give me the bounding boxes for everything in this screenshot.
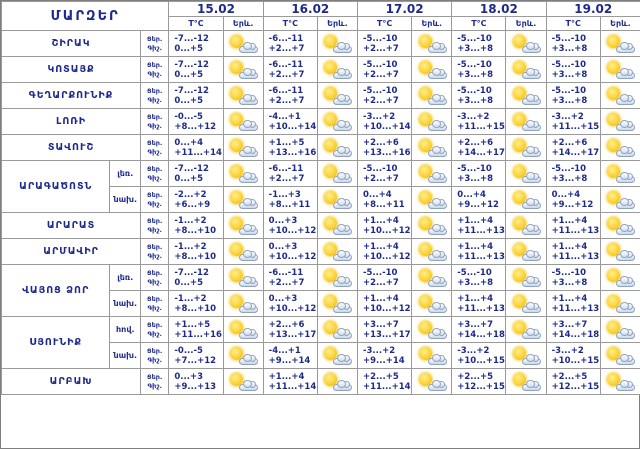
temperature-cell: +1...+4 +10...+12	[357, 239, 411, 265]
subheader-temp-3: T°C	[357, 17, 411, 31]
temperature-cell: -5...-10 +3...+8	[546, 31, 600, 57]
sun-behind-cloud-icon	[506, 187, 546, 213]
date-header-4: 18.02	[452, 2, 546, 17]
sun-behind-cloud-icon	[317, 31, 357, 57]
temperature-cell: +2...+5 +11...+14	[357, 369, 411, 395]
temperature-cell: -7...-12 0...+5	[169, 83, 223, 109]
temperature-cell: +1...+4 +11...+14	[263, 369, 317, 395]
temperature-cell: +2...+6 +13...+16	[357, 135, 411, 161]
temperature-cell: -1...+2 +8...+10	[169, 213, 223, 239]
daynight-labels: Ցեր. Գիշ.	[141, 187, 169, 213]
sun-behind-cloud-icon	[506, 57, 546, 83]
sun-behind-cloud-icon	[317, 57, 357, 83]
temperature-cell: +2...+6 +13...+17	[263, 317, 317, 343]
sun-behind-cloud-icon	[317, 213, 357, 239]
temperature-cell: -3...+2 +11...+15	[452, 109, 506, 135]
sun-behind-cloud-icon	[600, 57, 640, 83]
temperature-cell: +3...+7 +13...+17	[357, 317, 411, 343]
sun-behind-cloud-icon	[317, 317, 357, 343]
sun-behind-cloud-icon	[600, 109, 640, 135]
sun-behind-cloud-icon	[412, 343, 452, 369]
temperature-cell: +1...+5 +13...+16	[263, 135, 317, 161]
sun-behind-cloud-icon	[600, 239, 640, 265]
table-row	[2, 239, 640, 265]
table-row	[2, 161, 640, 187]
sun-behind-cloud-icon	[600, 291, 640, 317]
sun-behind-cloud-icon	[223, 343, 263, 369]
temperature-cell: +1...+4 +10...+12	[357, 213, 411, 239]
sun-behind-cloud-icon	[506, 161, 546, 187]
table-row	[2, 369, 640, 395]
sun-behind-cloud-icon	[223, 239, 263, 265]
sun-behind-cloud-icon	[317, 109, 357, 135]
temperature-cell: -5...-10 +3...+8	[546, 161, 600, 187]
temperature-cell: -5...-10 +2...+7	[357, 161, 411, 187]
sun-behind-cloud-icon	[506, 343, 546, 369]
sun-behind-cloud-icon	[506, 109, 546, 135]
subheader-temp-2: T°C	[263, 17, 317, 31]
region-name: ԳԵՂԱՐՔՈՒՆԻՔ	[2, 83, 141, 109]
subheader-temp-5: T°C	[546, 17, 600, 31]
temperature-cell: -1...+3 +8...+11	[263, 187, 317, 213]
temperature-cell: -5...-10 +3...+8	[452, 83, 506, 109]
region-name: ԼՈՌԻ	[2, 109, 141, 135]
sun-behind-cloud-icon	[223, 109, 263, 135]
temperature-cell: -6...-11 +2...+7	[263, 161, 317, 187]
temperature-cell: -7...-12 0...+5	[169, 57, 223, 83]
sun-behind-cloud-icon	[412, 109, 452, 135]
table-row	[2, 57, 640, 83]
sun-behind-cloud-icon	[223, 83, 263, 109]
sun-behind-cloud-icon	[412, 135, 452, 161]
sun-behind-cloud-icon	[223, 187, 263, 213]
sun-behind-cloud-icon	[412, 83, 452, 109]
temperature-cell: -5...-10 +2...+7	[357, 265, 411, 291]
sun-behind-cloud-icon	[506, 31, 546, 57]
sun-behind-cloud-icon	[506, 369, 546, 395]
region-name: ՎԱՅՈՑ ՁՈՐ	[2, 265, 110, 317]
region-subzone: նախ.	[110, 343, 141, 369]
table-row	[2, 135, 640, 161]
sun-behind-cloud-icon	[600, 343, 640, 369]
temperature-cell: -5...-10 +2...+7	[357, 83, 411, 109]
sun-behind-cloud-icon	[223, 317, 263, 343]
sun-behind-cloud-icon	[506, 213, 546, 239]
sun-behind-cloud-icon	[600, 161, 640, 187]
sun-behind-cloud-icon	[223, 265, 263, 291]
subheader-temp-4: T°C	[452, 17, 506, 31]
region-name: ԱՐԱԳԱԾՈՏՆ	[2, 161, 110, 213]
table-row	[2, 265, 640, 291]
sun-behind-cloud-icon	[506, 265, 546, 291]
temperature-cell: -7...-12 0...+5	[169, 265, 223, 291]
sun-behind-cloud-icon	[412, 291, 452, 317]
date-header-2: 16.02	[263, 2, 357, 17]
subheader-cond-5: Երև.	[600, 17, 640, 31]
sun-behind-cloud-icon	[223, 135, 263, 161]
temperature-cell: -7...-12 0...+5	[169, 161, 223, 187]
subheader-cond-4: Երև.	[506, 17, 546, 31]
forecast-grid	[1, 1, 640, 395]
sun-behind-cloud-icon	[600, 187, 640, 213]
date-header-5: 19.02	[546, 2, 640, 17]
daynight-labels: Ցեր. Գիշ.	[141, 83, 169, 109]
table-row	[2, 109, 640, 135]
daynight-labels: Ցեր. Գիշ.	[141, 213, 169, 239]
daynight-labels: Ցեր. Գիշ.	[141, 369, 169, 395]
temperature-cell: +2...+5 +12...+15	[546, 369, 600, 395]
date-header-1: 15.02	[169, 2, 263, 17]
sun-behind-cloud-icon	[506, 135, 546, 161]
sun-behind-cloud-icon	[317, 369, 357, 395]
region-name: ՇԻՐԱԿ	[2, 31, 141, 57]
temperature-cell: +1...+4 +10...+12	[357, 291, 411, 317]
sun-behind-cloud-icon	[223, 213, 263, 239]
sun-behind-cloud-icon	[412, 213, 452, 239]
temperature-cell: +3...+7 +14...+18	[546, 317, 600, 343]
region-subzone: լեռ.	[110, 161, 141, 187]
sun-behind-cloud-icon	[600, 265, 640, 291]
temperature-cell: 0...+3 +9...+13	[169, 369, 223, 395]
daynight-labels: Ցեր. Գիշ.	[141, 31, 169, 57]
temperature-cell: -0...-5 +7...+12	[169, 343, 223, 369]
temperature-cell: 0...+4 +11...+14	[169, 135, 223, 161]
sun-behind-cloud-icon	[600, 31, 640, 57]
temperature-cell: -5...-10 +3...+8	[546, 57, 600, 83]
temperature-cell: +2...+6 +14...+17	[452, 135, 506, 161]
region-subzone: լեռ.	[110, 265, 141, 291]
sun-behind-cloud-icon	[317, 83, 357, 109]
sun-behind-cloud-icon	[412, 265, 452, 291]
table-row	[2, 213, 640, 239]
region-subzone: հով.	[110, 317, 141, 343]
sun-behind-cloud-icon	[412, 161, 452, 187]
temperature-cell: +1...+4 +11...+13	[546, 239, 600, 265]
sun-behind-cloud-icon	[412, 239, 452, 265]
subheader-cond-3: Երև.	[412, 17, 452, 31]
region-name: ԱՐԱՐԱՏ	[2, 213, 141, 239]
sun-behind-cloud-icon	[223, 161, 263, 187]
temperature-cell: 0...+3 +10...+12	[263, 291, 317, 317]
temperature-cell: -5...-10 +3...+8	[546, 83, 600, 109]
temperature-cell: +1...+4 +11...+13	[452, 239, 506, 265]
daynight-labels: Ցեր. Գիշ.	[141, 291, 169, 317]
temperature-cell: -5...-10 +2...+7	[357, 57, 411, 83]
temperature-cell: -5...-10 +2...+7	[357, 31, 411, 57]
sun-behind-cloud-icon	[506, 239, 546, 265]
temperature-cell: -6...-11 +2...+7	[263, 31, 317, 57]
temperature-cell: -3...+2 +11...+15	[546, 109, 600, 135]
daynight-labels: Ցեր. Գիշ.	[141, 239, 169, 265]
table-row	[2, 317, 640, 343]
sun-behind-cloud-icon	[223, 291, 263, 317]
temperature-cell: -6...-11 +2...+7	[263, 83, 317, 109]
region-subzone: նախ.	[110, 187, 141, 213]
table-body	[2, 31, 640, 395]
temperature-cell: +1...+4 +11...+13	[452, 291, 506, 317]
sun-behind-cloud-icon	[506, 83, 546, 109]
temperature-cell: -3...+2 +10...+15	[452, 343, 506, 369]
temperature-cell: -0...-5 +8...+12	[169, 109, 223, 135]
temperature-cell: -3...+2 +10...+14	[357, 109, 411, 135]
temperature-cell: -2...+2 +6...+9	[169, 187, 223, 213]
temperature-cell: 0...+3 +10...+12	[263, 213, 317, 239]
temperature-cell: -5...-10 +3...+8	[452, 265, 506, 291]
sun-behind-cloud-icon	[600, 83, 640, 109]
sun-behind-cloud-icon	[412, 57, 452, 83]
date-header-3: 17.02	[357, 2, 451, 17]
temperature-cell: +3...+7 +14...+18	[452, 317, 506, 343]
temperature-cell: -1...+2 +8...+10	[169, 291, 223, 317]
region-name: ԱՐԲԱԽ	[2, 369, 141, 395]
sun-behind-cloud-icon	[412, 369, 452, 395]
temperature-cell: -5...-10 +3...+8	[452, 161, 506, 187]
table-row	[2, 83, 640, 109]
sun-behind-cloud-icon	[317, 187, 357, 213]
sun-behind-cloud-icon	[317, 161, 357, 187]
sun-behind-cloud-icon	[506, 291, 546, 317]
sun-behind-cloud-icon	[223, 57, 263, 83]
subheader-cond-1: Երև.	[223, 17, 263, 31]
temperature-cell: -5...-10 +3...+8	[452, 31, 506, 57]
region-name: ՏԱՎՈՒՇ	[2, 135, 141, 161]
daynight-labels: Ցեր. Գիշ.	[141, 109, 169, 135]
temperature-cell: -7...-12 0...+5	[169, 31, 223, 57]
daynight-labels: Ցեր. Գիշ.	[141, 135, 169, 161]
region-subzone: նախ.	[110, 291, 141, 317]
region-name: ՍՅՈՒՆԻՔ	[2, 317, 110, 369]
sun-behind-cloud-icon	[600, 135, 640, 161]
temperature-cell: +1...+4 +11...+13	[452, 213, 506, 239]
daynight-labels: Ցեր. Գիշ.	[141, 265, 169, 291]
temperature-cell: -3...+2 +10...+15	[546, 343, 600, 369]
table-header	[2, 2, 640, 31]
sun-behind-cloud-icon	[317, 265, 357, 291]
temperature-cell: -4...+1 +10...+14	[263, 109, 317, 135]
sun-behind-cloud-icon	[600, 213, 640, 239]
temperature-cell: -6...-11 +2...+7	[263, 57, 317, 83]
temperature-cell: 0...+4 +8...+11	[357, 187, 411, 213]
subheader-temp-1: T°C	[169, 17, 223, 31]
table-row	[2, 31, 640, 57]
sun-behind-cloud-icon	[600, 369, 640, 395]
sun-behind-cloud-icon	[317, 239, 357, 265]
temperature-cell: +1...+5 +11...+16	[169, 317, 223, 343]
sun-behind-cloud-icon	[317, 135, 357, 161]
sun-behind-cloud-icon	[317, 343, 357, 369]
sun-behind-cloud-icon	[223, 369, 263, 395]
daynight-labels: Ցեր. Գիշ.	[141, 343, 169, 369]
temperature-cell: +2...+5 +12...+15	[452, 369, 506, 395]
sun-behind-cloud-icon	[600, 317, 640, 343]
temperature-cell: +1...+4 +11...+13	[546, 291, 600, 317]
sun-behind-cloud-icon	[223, 31, 263, 57]
daynight-labels: Ցեր. Գիշ.	[141, 57, 169, 83]
region-name: ԿՈՏԱՅՔ	[2, 57, 141, 83]
temperature-cell: 0...+4 +9...+12	[546, 187, 600, 213]
daynight-labels: Ցեր. Գիշ.	[141, 161, 169, 187]
region-name: ԱՐՄԱՎԻՐ	[2, 239, 141, 265]
sun-behind-cloud-icon	[412, 317, 452, 343]
temperature-cell: 0...+4 +9...+12	[452, 187, 506, 213]
temperature-cell: +1...+4 +11...+13	[546, 213, 600, 239]
temperature-cell: -6...-11 +2...+7	[263, 265, 317, 291]
temperature-cell: -5...-10 +3...+8	[546, 265, 600, 291]
sun-behind-cloud-icon	[317, 291, 357, 317]
sun-behind-cloud-icon	[412, 31, 452, 57]
temperature-cell: +2...+6 +14...+17	[546, 135, 600, 161]
subheader-cond-2: Երև.	[317, 17, 357, 31]
sun-behind-cloud-icon	[506, 317, 546, 343]
temperature-cell: -4...+1 +9...+14	[263, 343, 317, 369]
temperature-cell: 0...+3 +10...+12	[263, 239, 317, 265]
corner-title: ՄԱՐԶԵՐ	[2, 2, 169, 31]
sun-behind-cloud-icon	[412, 187, 452, 213]
temperature-cell: -1...+2 +8...+10	[169, 239, 223, 265]
daynight-labels: Ցեր. Գիշ.	[141, 317, 169, 343]
temperature-cell: -3...+2 +9...+14	[357, 343, 411, 369]
temperature-cell: -5...-10 +3...+8	[452, 57, 506, 83]
